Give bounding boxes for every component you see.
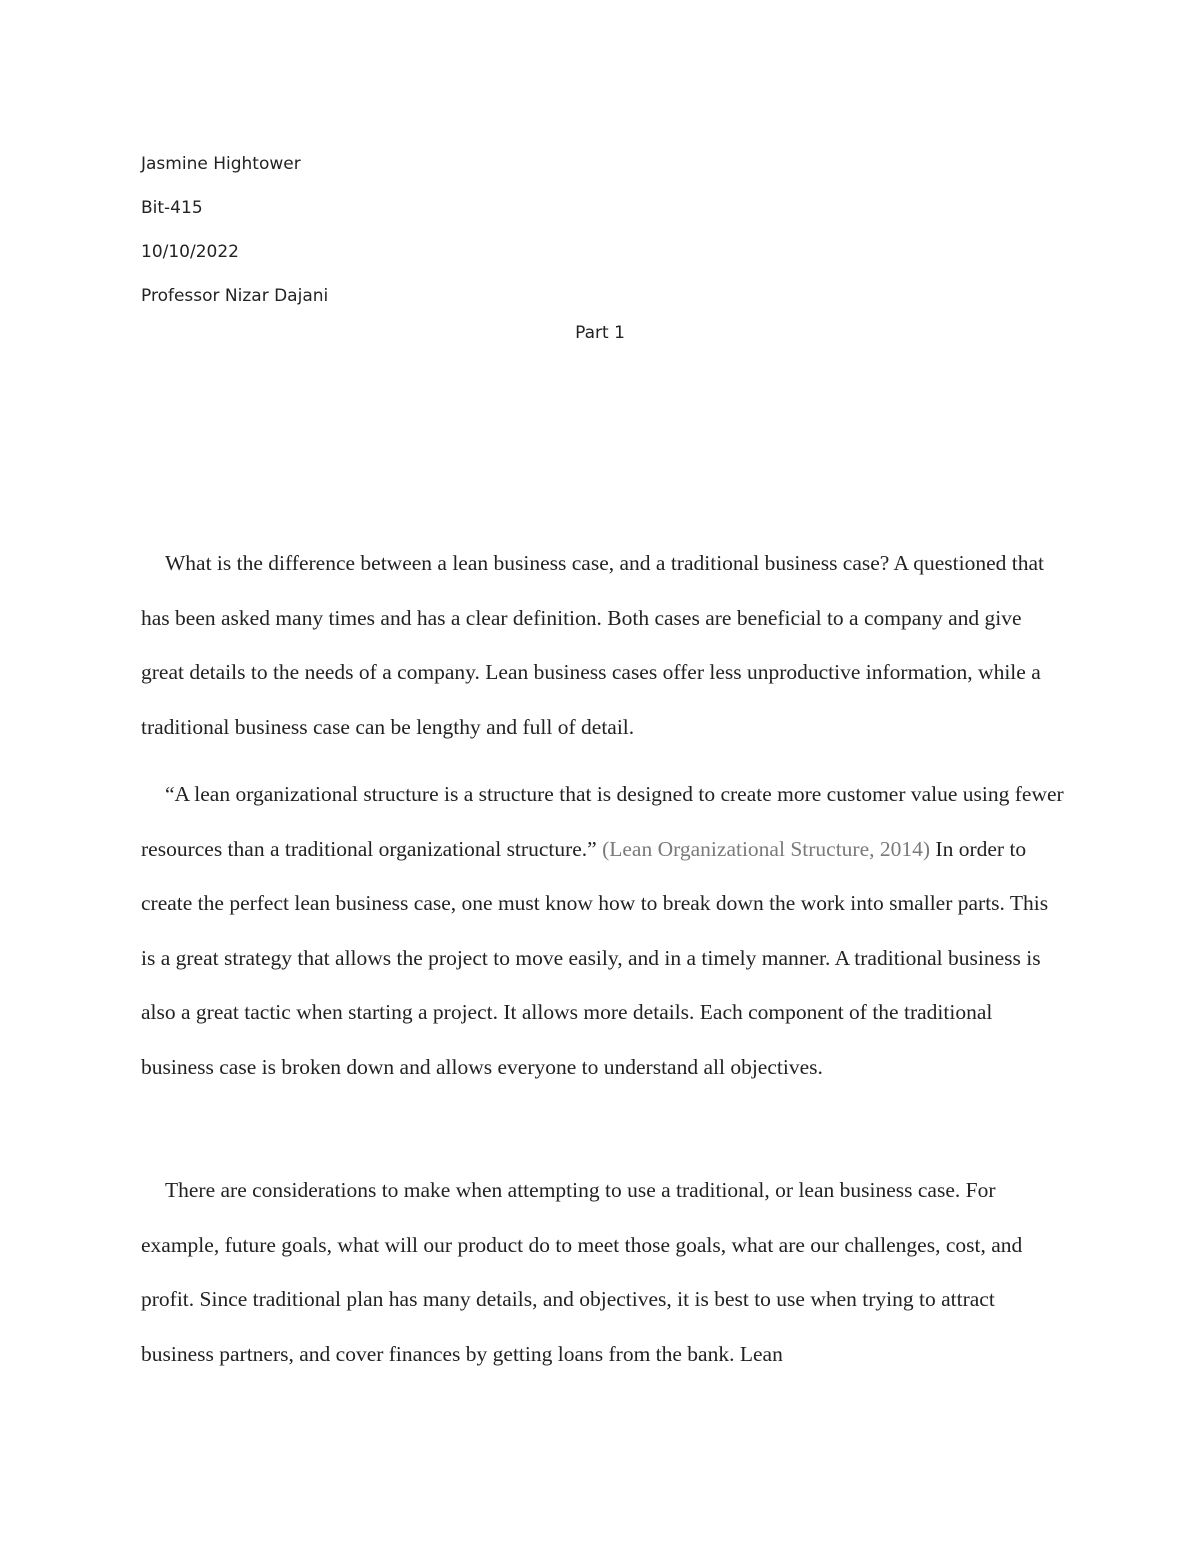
paragraph-2-citation: (Lean Organizational Structure, 2014)	[602, 836, 931, 861]
paragraph-3	[141, 1163, 1066, 1381]
paragraph-2-text	[141, 767, 1066, 1094]
professor-name: Professor Nizar Dajani	[141, 286, 329, 306]
paragraph-2	[141, 767, 1066, 1094]
course-code: Bit-415	[141, 198, 203, 218]
paragraph-1-text: What is the difference between a lean business case, and a traditional business case? A questioned that has been asked many times and has a clear definition. Both cases are beneficial to a company and give great details to the needs of a company. Lean business cases offer less unproductive information, while a traditional business case can be lengthy and full of detail.	[141, 551, 1045, 739]
paragraph-1	[141, 536, 1066, 754]
paragraph-2-rest: In order to create the perfect lean business case, one must know how to break down the work into smaller parts. This is a great strategy that allows the project to move easily, and in a timely manner. A traditional business is also a great tactic when starting a project. It allows more details. Each component of the traditional business case is broken down and allows everyone to understand all objectives.	[141, 836, 1049, 1079]
author-name: Jasmine Hightower	[141, 154, 301, 174]
paragraph-3-text: There are considerations to make when attempting to use a traditional, or lean business case. For example, future goals, what will our product do to meet those goals, what are our challenges, cost, and profit. Since traditional plan has many details, and objectives, it is best to use when trying to attract business partners, and cover finances by getting loans from the bank. Lean	[141, 1178, 1023, 1366]
document-date: 10/10/2022	[141, 242, 239, 262]
document-header	[141, 142, 328, 318]
paragraph-2-quote: “A lean organizational structure is a structure that is designed to create more customer value using fewer resources than a traditional organizational structure.”	[141, 782, 1064, 861]
section-title: Part 1	[575, 323, 625, 343]
